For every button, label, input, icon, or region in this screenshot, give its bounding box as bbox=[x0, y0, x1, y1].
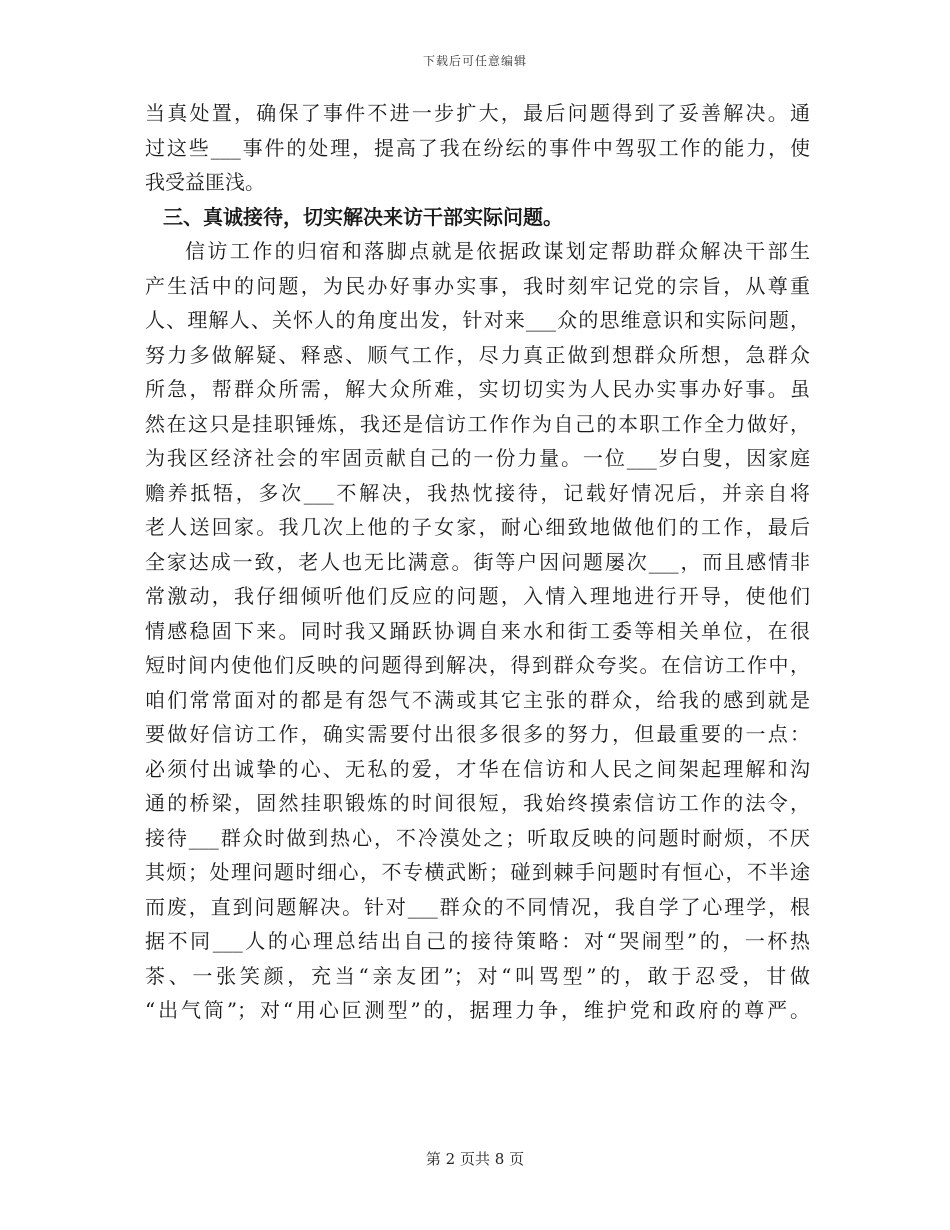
text-line: 通的桥梁，固然挂职锻炼的时间很短，我始终摸索信访工作的法令， bbox=[145, 791, 810, 815]
text-line: 茶、一张笑颜，充当“亲友团”；对“叫骂型”的，敢于忍受，甘做 bbox=[145, 963, 810, 988]
text-line: 老人送回家。我几次上他的子女家，耐心细致地做他们的工作，最后 bbox=[145, 515, 810, 539]
text-line: 全家达成一致，老人也无比满意。街等户因问题屡次___，而且感情非 bbox=[145, 549, 810, 574]
text-line: 我受益匪浅。 bbox=[145, 170, 265, 194]
text-line: 为我区经济社会的牢固贡献自己的一份力量。一位___岁白叟，因家庭 bbox=[145, 446, 810, 470]
text-line: 咱们常常面对的都是有怨气不满或其它主张的群众，给我的感到就是 bbox=[145, 687, 810, 712]
text-line: 产生活中的问题，为民办好事办实事，我时刻牢记党的宗旨，从尊重 bbox=[145, 273, 810, 298]
text-line: “出气筒”；对“用心叵测型”的，据理力争，维护党和政府的尊严。 bbox=[145, 998, 810, 1022]
page-number-footer: 第 2 页共 8 页 bbox=[425, 1150, 525, 1168]
text-line: 信访工作的归宿和落脚点就是依据政谋划定帮助群众解决干部生 bbox=[185, 239, 810, 263]
text-line: 短时间内使他们反映的问题得到解决，得到群众夸奖。在信访工作中， bbox=[145, 653, 810, 677]
document-body bbox=[145, 96, 810, 1028]
text-line: 其烦；处理问题时细心，不专横武断；碰到棘手问题时有恒心，不半途 bbox=[145, 860, 810, 884]
text-line: 努力多做解疑、释惑、顺气工作，尽力真正做到想群众所想，急群众 bbox=[145, 342, 810, 367]
text-line: 情感稳固下来。同时我又踊跃协调自来水和街工委等相关单位，在很 bbox=[145, 618, 810, 643]
text-line: 接待___群众时做到热心，不冷漠处之；听取反映的问题时耐烦，不厌 bbox=[145, 825, 810, 850]
text-line: 要做好信访工作，确实需要付出很多很多的努力，但最重要的一点： bbox=[145, 722, 810, 746]
text-line: 必须付出诚挚的心、无私的爱，才华在信访和人民之间架起理解和沟 bbox=[145, 756, 810, 781]
text-line: 而废，直到问题解决。针对___群众的不同情况，我自学了心理学，根 bbox=[145, 894, 810, 919]
text-line: 赡养抵牾，多次___不解决，我热忱接待，记载好情况后，并亲自将 bbox=[145, 480, 810, 505]
text-line: 当真处置，确保了事件不进一步扩大，最后问题得到了妥善解决。通 bbox=[145, 101, 810, 125]
text-line: 然在这只是挂职锤炼，我还是信访工作作为自己的本职工作全力做好， bbox=[145, 411, 810, 436]
text-line: 所急，帮群众所需，解大众所难，实切切实为人民办实事办好事。虽 bbox=[145, 377, 810, 401]
text-line: 人、理解人、关怀人的角度出发，针对来___众的思维意识和实际问题， bbox=[145, 308, 810, 332]
text-line: 过这些___事件的处理，提高了我在纷纭的事件中驾驭工作的能力，使 bbox=[145, 135, 810, 160]
paragraph-body bbox=[145, 234, 810, 1028]
text-line: 据不同___人的心理总结出自己的接待策略：对“哭闹型”的，一杯热 bbox=[145, 929, 810, 953]
text-line: 常激动，我仔细倾听他们反应的问题，入情入理地进行开导，使他们 bbox=[145, 584, 810, 608]
page-header: 下载后可任意编辑 bbox=[422, 54, 527, 68]
section-heading: 三、真诚接待，切实解决来访干部实际问题。 bbox=[163, 204, 563, 229]
paragraph-continuation bbox=[145, 96, 810, 200]
